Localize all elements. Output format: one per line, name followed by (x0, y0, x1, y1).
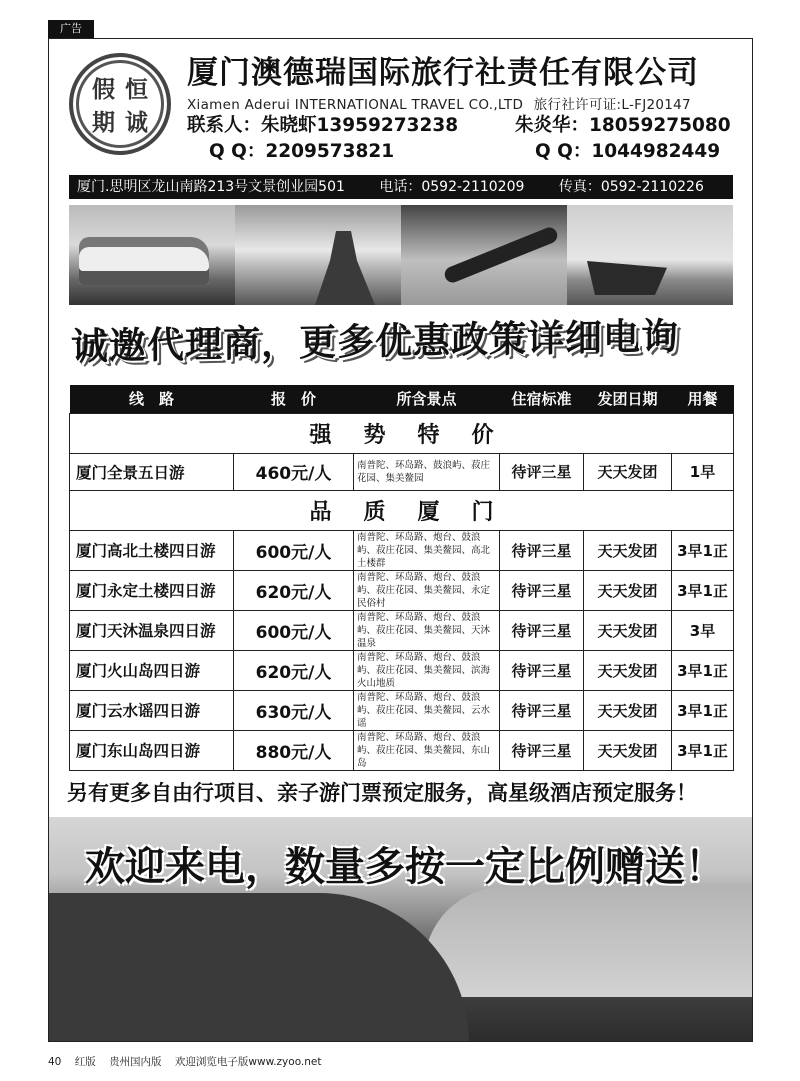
website: 欢迎浏览电子版www.zyoo.net (174, 1056, 322, 1068)
route-price: 620元/人 (234, 570, 354, 610)
route-spots: 南普陀、环岛路、炮台、鼓浪屿、菽庄花园、集美鳌园、永定民俗村 (354, 570, 500, 610)
company-english-name: Xiamen Aderui INTERNATIONAL TRAVEL CO.,LTD (187, 97, 524, 113)
header-price: 报 价 (234, 385, 354, 413)
route-meal: 3早1正 (672, 730, 734, 770)
header-meal: 用餐 (672, 385, 734, 413)
route-spots: 南普陀、环岛路、鼓浪屿、菽庄花园、集美鳌园 (354, 453, 500, 490)
route-date: 天天发团 (584, 690, 672, 730)
hill-area (49, 893, 469, 1042)
welcome-slogan: 欢迎来电，数量多按一定比例赠送！ (85, 844, 725, 890)
route-price: 630元/人 (234, 690, 354, 730)
agent-slogan: 诚邀代理商，更多优惠政策详细电询 (71, 314, 679, 369)
route-date: 天天发团 (584, 530, 672, 570)
price-table (69, 385, 734, 771)
cannon-fort-photo (401, 205, 567, 305)
route-name: 厦门永定土楼四日游 (70, 570, 234, 610)
route-date: 天天发团 (584, 453, 672, 490)
route-spots: 南普陀、环岛路、炮台、鼓浪屿、菽庄花园、集美鳌园、滨海火山地质 (354, 650, 500, 690)
phone: 电话：0592-2110209 (379, 179, 525, 195)
route-hotel: 待评三星 (500, 530, 584, 570)
route-name: 厦门全景五日游 (70, 453, 234, 490)
fax: 传真：0592-2110226 (558, 179, 704, 195)
sea-area (424, 887, 753, 997)
route-price: 620元/人 (234, 650, 354, 690)
contact-2-qq: Q Q：1044982449 (535, 141, 721, 162)
section-title: 品质厦门 (70, 490, 734, 530)
seal-char: 诚 (125, 109, 148, 136)
table-row (70, 453, 734, 490)
route-spots: 南普陀、环岛路、炮台、鼓浪屿、菽庄花园、集美鳌园、东山岛 (354, 730, 500, 770)
route-meal: 1早 (672, 453, 734, 490)
contact-1-qq: Q Q：2209573821 (209, 141, 395, 162)
route-spots: 南普陀、环岛路、炮台、鼓浪屿、菽庄花园、集美鳌园、云水谣 (354, 690, 500, 730)
route-name: 厦门高北土楼四日游 (70, 530, 234, 570)
page-number: 40 (48, 1056, 62, 1068)
route-hotel: 待评三星 (500, 453, 584, 490)
route-price: 600元/人 (234, 530, 354, 570)
table-row (70, 530, 734, 570)
table-header (70, 385, 734, 413)
section-name: 贵州国内版 (109, 1056, 162, 1068)
contact-2-phone: 朱炎华：18059275080 (515, 115, 731, 136)
route-name: 厦门东山岛四日游 (70, 730, 234, 770)
route-name: 厦门火山岛四日游 (70, 650, 234, 690)
company-name-en (187, 93, 691, 113)
address: 厦门.思明区龙山南路213号文景创业园501 (77, 179, 345, 195)
route-date: 天天发团 (584, 650, 672, 690)
table-row (70, 570, 734, 610)
page-footer (48, 1054, 332, 1069)
table-row (70, 730, 734, 770)
header-spots: 所含景点 (354, 385, 500, 413)
header-hotel: 住宿标准 (500, 385, 584, 413)
route-date: 天天发团 (584, 730, 672, 770)
route-name: 厦门天沐温泉四日游 (70, 610, 234, 650)
company-seal-logo (69, 53, 171, 155)
route-price: 880元/人 (234, 730, 354, 770)
route-price: 460元/人 (234, 453, 354, 490)
route-spots: 南普陀、环岛路、炮台、鼓浪屿、菽庄花园、集美鳌园、天沐温泉 (354, 610, 500, 650)
route-hotel: 待评三星 (500, 570, 584, 610)
route-spots: 南普陀、环岛路、炮台、鼓浪屿、菽庄花园、集美鳌园、高北土楼群 (354, 530, 500, 570)
route-meal: 3早1正 (672, 690, 734, 730)
route-meal: 3早1正 (672, 570, 734, 610)
route-name: 厦门云水谣四日游 (70, 690, 234, 730)
contact-1-phone: 联系人：朱晓虾13959273238 (187, 115, 459, 136)
seal-char: 期 (92, 109, 115, 136)
ad-frame (48, 38, 753, 1042)
header-date: 发团日期 (584, 385, 672, 413)
route-hotel: 待评三星 (500, 730, 584, 770)
photo-strip (69, 205, 733, 305)
address-bar (69, 175, 733, 199)
route-hotel: 待评三星 (500, 650, 584, 690)
ad-tag: 广告 (48, 20, 94, 38)
route-price: 600元/人 (234, 610, 354, 650)
route-hotel: 待评三星 (500, 690, 584, 730)
tour-bus-photo (69, 205, 235, 305)
route-date: 天天发团 (584, 570, 672, 610)
table-row (70, 690, 734, 730)
company-name: 厦门澳德瑞国际旅行社责任有限公司 (187, 55, 699, 91)
license-number: 旅行社许可证:L-FJ20147 (533, 97, 691, 113)
route-meal: 3早1正 (672, 530, 734, 570)
table-row (70, 650, 734, 690)
statue-rock-photo (235, 205, 401, 305)
seal-char: 恒 (125, 76, 148, 103)
seal-char: 假 (92, 76, 115, 103)
section-title: 强势特价 (70, 413, 734, 453)
route-meal: 3早1正 (672, 650, 734, 690)
route-date: 天天发团 (584, 610, 672, 650)
route-meal: 3早 (672, 610, 734, 650)
table-row (70, 610, 734, 650)
more-services-slogan: 另有更多自由行项目、亲子游门票预定服务，高星级酒店预定服务！ (67, 781, 697, 805)
header-route: 线 路 (70, 385, 234, 413)
edition: 红版 (74, 1056, 96, 1068)
boat-harbor-photo (567, 205, 733, 305)
route-hotel: 待评三星 (500, 610, 584, 650)
